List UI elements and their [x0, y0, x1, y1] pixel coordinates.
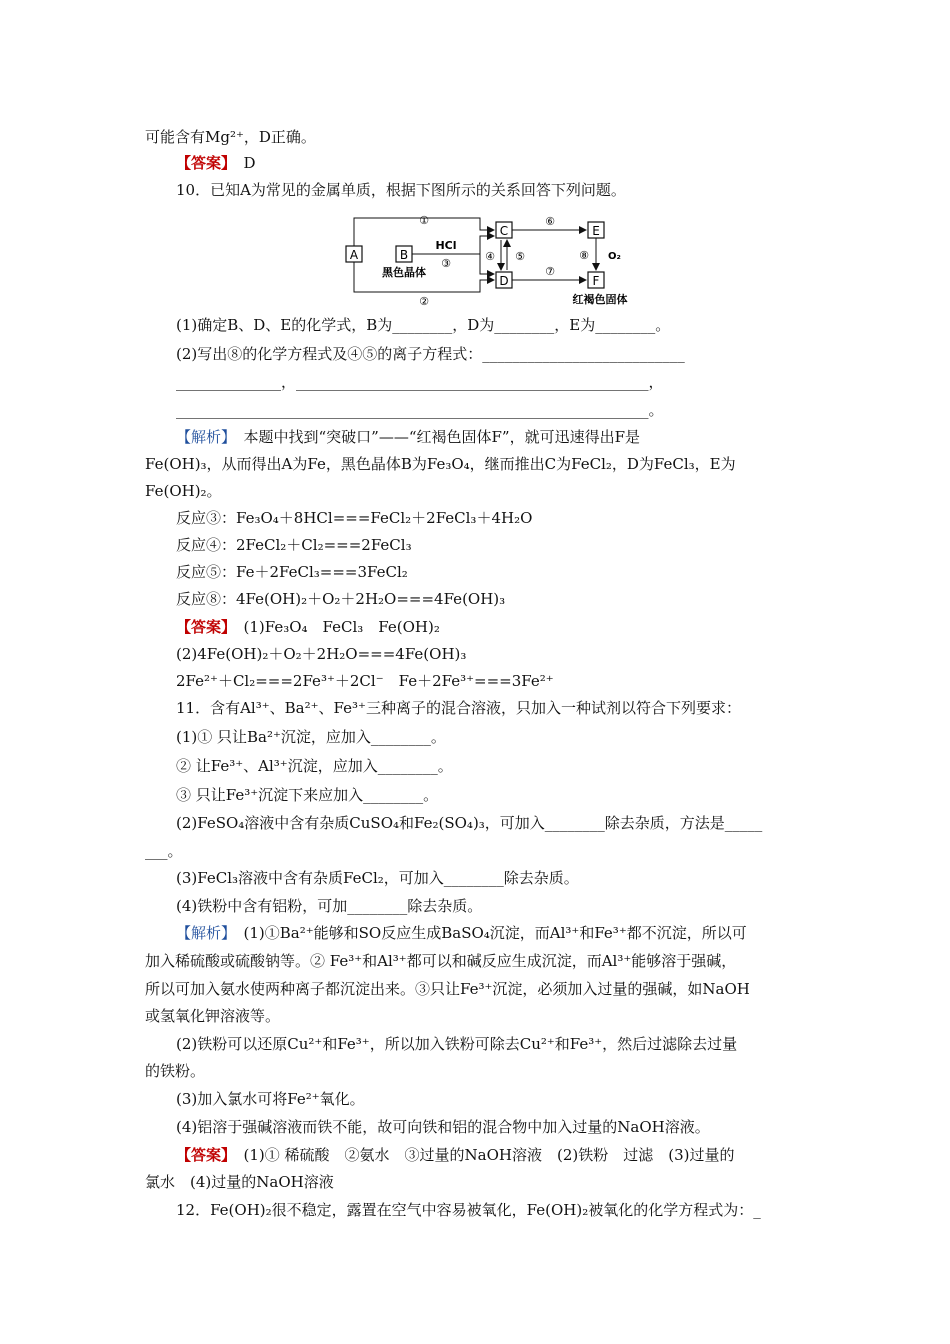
- line-text: 加入稀硫酸或硫酸钠等。② Fe³⁺和Al³⁺都可以和碱反应生成沉淀，而Al³⁺能够溶于强碱，: [145, 952, 737, 970]
- line-text: _______________________________________________________________。: [176, 401, 664, 419]
- line-text: (1)① 只让Ba²⁺沉淀，应加入________。: [176, 728, 446, 746]
- line-text: ② 让Fe³⁺、Al³⁺沉淀，应加入________。: [176, 757, 453, 775]
- answer-tag: 【答案】: [176, 154, 229, 172]
- text-line: [176, 785, 438, 805]
- text-line: [176, 535, 412, 555]
- line-text: (1)①Ba²⁺能够和SO反应生成BaSO₄沉淀，而Al³⁺和Fe³⁺都不沉淀，所以可: [228, 924, 747, 942]
- text-line: [176, 315, 670, 335]
- line-text: 氯水 (4)过量的NaOH溶液: [145, 1173, 334, 1191]
- line-text: 2Fe²⁺＋Cl₂===2Fe³⁺＋2Cl⁻ Fe＋2Fe³⁺===3Fe²⁺: [176, 672, 554, 690]
- label-o2: O₂: [608, 251, 621, 262]
- line-text: (1)Fe₃O₄ FeCl₃ Fe(OH)₂: [228, 618, 440, 636]
- text-line: [145, 979, 750, 999]
- text-line: [176, 344, 685, 364]
- line-text: 可能含有Mg²⁺，D正确。: [145, 128, 316, 146]
- box-a-label: A: [349, 248, 359, 262]
- line-text: (1)确定B、D、E的化学式，B为________，D为________，E为________。: [176, 316, 671, 334]
- text-line: [145, 481, 222, 501]
- label-r3: ③: [441, 257, 451, 270]
- analysis-tag: 【解析】: [176, 428, 229, 446]
- answer-tag: 【答案】: [176, 618, 229, 636]
- line-text: 所以可加入氨水使两种离子都沉淀出来。③只让Fe³⁺沉淀，必须加入过量的强碱，如NaOH: [145, 980, 750, 998]
- text-line: [176, 868, 579, 888]
- box-e-label: E: [592, 224, 600, 238]
- label-red-brown-solid: 红褐色固体: [572, 293, 628, 306]
- line-text: ______________，_______________________________________________，: [176, 373, 664, 391]
- text-line: [176, 896, 482, 916]
- text-line: [176, 400, 664, 420]
- text-line: [145, 951, 736, 971]
- line-text: ___。: [145, 842, 183, 860]
- line-text: 反应⑧：4Fe(OH)₂＋O₂＋2H₂O===4Fe(OH)₃: [176, 590, 506, 608]
- line-text: D: [228, 154, 256, 172]
- text-line: [176, 1089, 365, 1109]
- text-line: [176, 698, 741, 718]
- text-line: [145, 127, 316, 147]
- text-line: [145, 454, 736, 474]
- line-text: 12．Fe(OH)₂很不稳定，露置在空气中容易被氧化，Fe(OH)₂被氧化的化学方程式为：_: [176, 1201, 761, 1219]
- line-text: 反应④：2FeCl₂＋Cl₂===2FeCl₃: [176, 536, 412, 554]
- line-text: (4)铁粉中含有铝粉，可加________除去杂质。: [176, 897, 483, 915]
- text-line: [145, 841, 183, 861]
- label-r7: ⑦: [545, 265, 555, 278]
- text-line: [176, 153, 256, 173]
- text-line: [176, 644, 466, 664]
- text-line: [176, 372, 664, 392]
- label-r1: ①: [419, 214, 429, 227]
- box-f-label: F: [592, 274, 600, 288]
- label-r2: ②: [419, 295, 429, 308]
- text-line: [145, 1172, 334, 1192]
- line-text: 反应③：Fe₃O₄＋8HCl===FeCl₂＋2FeCl₃＋4H₂O: [176, 509, 533, 527]
- line-text: ③ 只让Fe³⁺沉淀下来应加入________。: [176, 786, 439, 804]
- reaction-diagram: [340, 210, 660, 312]
- line-text: (2)写出⑧的化学方程式及④⑤的离子方程式：___________________________: [176, 345, 685, 363]
- text-line: [176, 1200, 761, 1220]
- text-line: [176, 671, 554, 691]
- line-text: 本题中找到“突破口”——“红褐色固体F”，就可迅速得出F是: [228, 428, 641, 446]
- text-line: [176, 508, 532, 528]
- line-text: (1)① 稀硫酸 ②氨水 ③过量的NaOH溶液 (2)铁粉 过滤 (3)过量的: [228, 1146, 735, 1164]
- text-line: [176, 727, 446, 747]
- text-line: [176, 427, 640, 447]
- text-line: [176, 1145, 734, 1165]
- answer-tag: 【答案】: [176, 1146, 229, 1164]
- text-line: [145, 1061, 205, 1081]
- label-r6: ⑥: [545, 215, 555, 228]
- text-line: [176, 756, 453, 776]
- box-d-label: D: [499, 274, 509, 288]
- label-r8: ⑧: [579, 249, 589, 262]
- line-text: 或氢氧化钾溶液等。: [145, 1007, 281, 1025]
- line-text: Fe(OH)₃，从而得出A为Fe，黑色晶体B为Fe₃O₄，继而推出C为FeCl₂，D为FeCl₃，E为: [145, 455, 736, 473]
- line-text: (2)铁粉可以还原Cu²⁺和Fe³⁺，所以加入铁粉可除去Cu²⁺和Fe³⁺，然后过滤除去过量: [176, 1035, 738, 1053]
- text-line: [176, 617, 440, 637]
- label-r5: ⑤: [515, 250, 525, 263]
- text-line: [176, 562, 408, 582]
- box-b-label: B: [399, 248, 409, 262]
- line-text: (4)铝溶于强碱溶液而铁不能，故可向铁和铝的混合物中加入过量的NaOH溶液。: [176, 1118, 710, 1136]
- text-line: [176, 813, 762, 833]
- text-line: [176, 180, 626, 200]
- line-text: (2)4Fe(OH)₂＋O₂＋2H₂O===4Fe(OH)₃: [176, 645, 467, 663]
- box-c-label: C: [499, 224, 509, 238]
- line-text: 11．含有Al³⁺、Ba²⁺、Fe³⁺三种离子的混合溶液，只加入一种试剂以符合下列要求：: [176, 699, 741, 717]
- text-line: [176, 923, 747, 943]
- line-text: (3)加入氯水可将Fe²⁺氧化。: [176, 1090, 365, 1108]
- text-line: [176, 1117, 710, 1137]
- line-text: 10．已知A为常见的金属单质，根据下图所示的关系回答下列问题。: [176, 181, 626, 199]
- label-r4: ④: [485, 250, 495, 263]
- text-line: [176, 589, 505, 609]
- line-text: Fe(OH)₂。: [145, 482, 222, 500]
- analysis-tag: 【解析】: [176, 924, 229, 942]
- line-text: 的铁粉。: [145, 1062, 206, 1080]
- label-black-crystal: 黑色晶体: [382, 266, 426, 279]
- line-text: (2)FeSO₄溶液中含有杂质CuSO₄和Fe₂(SO₄)₃，可加入________除去杂质，方法是_____: [176, 814, 763, 832]
- line-text: (3)FeCl₃溶液中含有杂质FeCl₂，可加入________除去杂质。: [176, 869, 579, 887]
- text-line: [176, 1034, 737, 1054]
- text-line: [145, 1006, 280, 1026]
- line-text: 反应⑤：Fe＋2FeCl₃===3FeCl₂: [176, 563, 408, 581]
- label-hcl: HCl: [435, 239, 457, 252]
